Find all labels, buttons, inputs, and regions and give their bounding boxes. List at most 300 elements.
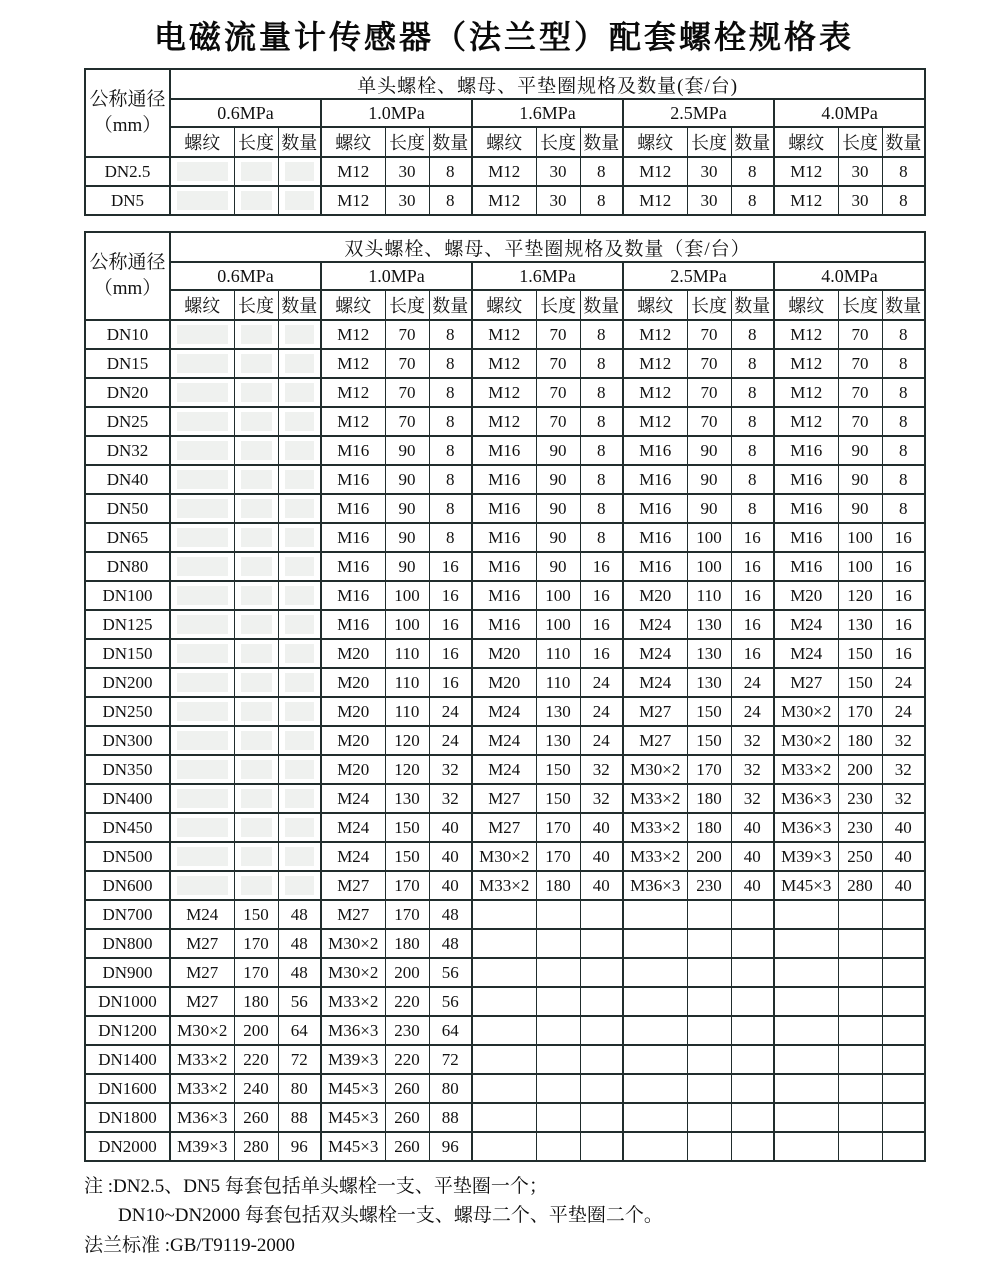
spec-cell: M12: [321, 349, 385, 378]
spec-cell: M27: [321, 900, 385, 929]
spec-cell: M16: [321, 581, 385, 610]
shaded-empty-cell: [278, 842, 321, 871]
spec-cell: 30: [838, 186, 882, 215]
shade-block: [177, 191, 228, 210]
spec-cell: M45×3: [321, 1132, 385, 1161]
spec-cell: M12: [774, 349, 838, 378]
spec-cell: 16: [429, 668, 472, 697]
dn-header-unit: （mm）: [93, 278, 162, 299]
spec-cell: 90: [536, 494, 580, 523]
spec-cell: 16: [882, 552, 925, 581]
shade-block: [285, 876, 315, 895]
spec-cell: 16: [429, 610, 472, 639]
spec-cell: M27: [170, 929, 234, 958]
dn-cell: DN600: [85, 871, 170, 900]
spec-cell: 8: [429, 186, 472, 215]
spec-cell: 30: [536, 186, 580, 215]
spec-cell: [731, 1103, 774, 1132]
spec-cell: 130: [687, 610, 731, 639]
spec-cell: 150: [687, 697, 731, 726]
spec-cell: [536, 900, 580, 929]
table-row: [85, 581, 925, 610]
spec-cell: M30×2: [774, 726, 838, 755]
spec-cell: 8: [882, 157, 925, 186]
spec-cell: 220: [385, 987, 429, 1016]
spec-cell: [838, 1074, 882, 1103]
spec-cell: 8: [580, 465, 623, 494]
spec-cell: 88: [278, 1103, 321, 1132]
spec-cell: 180: [385, 929, 429, 958]
spec-cell: 8: [429, 465, 472, 494]
spec-cell: M12: [774, 186, 838, 215]
shaded-empty-cell: [234, 755, 278, 784]
shaded-empty-cell: [170, 552, 234, 581]
spec-cell: [472, 900, 536, 929]
shade-block: [241, 731, 272, 750]
dn-cell: DN40: [85, 465, 170, 494]
spec-cell: 8: [882, 378, 925, 407]
spec-cell: 30: [385, 186, 429, 215]
shaded-empty-cell: [234, 157, 278, 186]
spec-cell: [882, 900, 925, 929]
spec-cell: 56: [278, 987, 321, 1016]
shade-block: [285, 470, 315, 489]
spec-cell: 90: [838, 465, 882, 494]
spec-cell: 90: [385, 436, 429, 465]
spec-cell: 30: [687, 157, 731, 186]
shaded-empty-cell: [170, 610, 234, 639]
spec-cell: M20: [321, 726, 385, 755]
spec-cell: M12: [774, 407, 838, 436]
spec-cell: 16: [429, 581, 472, 610]
sub-header: 螺纹: [623, 290, 687, 320]
shade-block: [285, 383, 315, 402]
spec-cell: M16: [472, 610, 536, 639]
shaded-empty-cell: [234, 523, 278, 552]
sub-header: 长度: [838, 290, 882, 320]
shaded-empty-cell: [234, 726, 278, 755]
spec-cell: 16: [580, 581, 623, 610]
table-row: [85, 929, 925, 958]
shade-block: [285, 702, 315, 721]
pressure-header: 4.0MPa: [774, 262, 925, 290]
spec-cell: M12: [623, 378, 687, 407]
spec-cell: [774, 929, 838, 958]
spec-cell: [731, 958, 774, 987]
table-row: [85, 755, 925, 784]
shaded-empty-cell: [170, 465, 234, 494]
sub-header: 数量: [429, 290, 472, 320]
shaded-empty-cell: [170, 668, 234, 697]
shaded-empty-cell: [278, 610, 321, 639]
spec-cell: [536, 929, 580, 958]
spec-cell: 90: [385, 523, 429, 552]
spec-cell: 260: [234, 1103, 278, 1132]
spec-cell: M33×2: [623, 784, 687, 813]
spec-cell: 70: [838, 349, 882, 378]
spec-cell: M27: [170, 987, 234, 1016]
spec-cell: 110: [536, 639, 580, 668]
spec-cell: M20: [472, 668, 536, 697]
spec-cell: 8: [882, 407, 925, 436]
spec-cell: M45×3: [774, 871, 838, 900]
table-row: [85, 186, 925, 215]
spec-cell: [882, 1016, 925, 1045]
shaded-empty-cell: [170, 726, 234, 755]
dn-cell: DN1600: [85, 1074, 170, 1103]
spec-cell: M27: [623, 726, 687, 755]
spec-cell: 48: [278, 929, 321, 958]
spec-cell: [580, 987, 623, 1016]
table-row: [85, 349, 925, 378]
spec-cell: 250: [838, 842, 882, 871]
spec-cell: 64: [278, 1016, 321, 1045]
spec-cell: 230: [385, 1016, 429, 1045]
spec-cell: 80: [429, 1074, 472, 1103]
spec-cell: 24: [580, 697, 623, 726]
spec-cell: 220: [234, 1045, 278, 1074]
spec-cell: 100: [536, 581, 580, 610]
shaded-empty-cell: [170, 581, 234, 610]
shaded-empty-cell: [278, 639, 321, 668]
sub-header: 长度: [536, 290, 580, 320]
shaded-empty-cell: [170, 784, 234, 813]
spec-cell: M36×3: [774, 784, 838, 813]
spec-cell: 56: [429, 958, 472, 987]
shaded-empty-cell: [170, 407, 234, 436]
spec-cell: 32: [580, 755, 623, 784]
spec-cell: [536, 1016, 580, 1045]
spec-cell: 110: [385, 697, 429, 726]
spec-cell: 120: [385, 726, 429, 755]
shaded-empty-cell: [278, 349, 321, 378]
spec-cell: 40: [580, 871, 623, 900]
dn-column-header: [85, 69, 170, 157]
shaded-empty-cell: [278, 726, 321, 755]
spec-cell: 8: [882, 465, 925, 494]
shaded-empty-cell: [170, 755, 234, 784]
sub-header: 数量: [731, 290, 774, 320]
spec-cell: [580, 958, 623, 987]
shade-block: [285, 354, 315, 373]
dn-header-text: 公称通径: [89, 89, 166, 111]
spec-cell: 24: [731, 668, 774, 697]
dn-cell: DN500: [85, 842, 170, 871]
shade-block: [241, 702, 272, 721]
spec-cell: [580, 1103, 623, 1132]
sub-header: 螺纹: [774, 290, 838, 320]
shaded-empty-cell: [170, 349, 234, 378]
spec-cell: 100: [687, 552, 731, 581]
spec-cell: 180: [234, 987, 278, 1016]
sub-header: 螺纹: [170, 290, 234, 320]
shade-block: [177, 876, 228, 895]
spec-cell: 260: [385, 1132, 429, 1161]
spec-cell: [580, 1016, 623, 1045]
table-row: [85, 1016, 925, 1045]
shade-block: [241, 760, 272, 779]
spec-cell: M16: [321, 610, 385, 639]
spec-cell: 100: [838, 523, 882, 552]
table-row: [85, 668, 925, 697]
spec-cell: 70: [385, 349, 429, 378]
spec-cell: 70: [838, 378, 882, 407]
shaded-empty-cell: [278, 552, 321, 581]
shade-block: [241, 499, 272, 518]
spec-cell: 230: [838, 813, 882, 842]
spec-cell: M20: [623, 581, 687, 610]
shade-block: [285, 586, 315, 605]
spec-cell: 70: [536, 378, 580, 407]
pressure-header: 1.6MPa: [472, 99, 623, 127]
spec-cell: 16: [731, 639, 774, 668]
table-row: [85, 900, 925, 929]
spec-cell: 24: [882, 668, 925, 697]
spec-cell: M12: [321, 320, 385, 349]
shade-block: [241, 818, 272, 837]
spec-cell: M24: [623, 639, 687, 668]
spec-cell: 90: [536, 552, 580, 581]
spec-cell: 32: [429, 784, 472, 813]
sub-header: 数量: [731, 127, 774, 157]
spec-cell: 8: [429, 378, 472, 407]
spec-cell: 90: [385, 552, 429, 581]
spec-cell: M12: [472, 407, 536, 436]
spec-cell: 16: [429, 552, 472, 581]
shaded-empty-cell: [170, 523, 234, 552]
table-row: [85, 697, 925, 726]
spec-cell: 32: [429, 755, 472, 784]
spec-cell: 110: [687, 581, 731, 610]
spec-cell: M20: [321, 755, 385, 784]
spec-cell: 40: [882, 871, 925, 900]
shade-block: [241, 615, 272, 634]
shade-block: [177, 383, 228, 402]
spec-cell: 130: [687, 639, 731, 668]
footnotes: [84, 1172, 1000, 1260]
shaded-empty-cell: [170, 186, 234, 215]
spec-cell: M27: [472, 813, 536, 842]
spec-cell: M16: [321, 494, 385, 523]
shaded-empty-cell: [234, 494, 278, 523]
sub-header: 数量: [882, 127, 925, 157]
dn-cell: DN300: [85, 726, 170, 755]
shade-block: [241, 412, 272, 431]
spec-cell: M39×3: [321, 1045, 385, 1074]
spec-cell: 8: [882, 186, 925, 215]
spec-cell: 32: [731, 755, 774, 784]
shade-block: [285, 557, 315, 576]
spec-cell: [623, 1132, 687, 1161]
spec-cell: M27: [472, 784, 536, 813]
spec-cell: 130: [385, 784, 429, 813]
spec-cell: [731, 987, 774, 1016]
spec-cell: 32: [580, 784, 623, 813]
shade-block: [177, 644, 228, 663]
spec-cell: M33×2: [774, 755, 838, 784]
spec-cell: 72: [278, 1045, 321, 1074]
dn-column-header: [85, 232, 170, 320]
spec-cell: M24: [170, 900, 234, 929]
spec-cell: M16: [472, 436, 536, 465]
spec-cell: 32: [731, 726, 774, 755]
spec-cell: 16: [731, 610, 774, 639]
shade-block: [285, 789, 315, 808]
dn-cell: DN900: [85, 958, 170, 987]
spec-cell: M16: [472, 494, 536, 523]
spec-cell: [472, 958, 536, 987]
pressure-header: 0.6MPa: [170, 262, 321, 290]
spec-cell: [687, 987, 731, 1016]
shade-block: [177, 847, 228, 866]
shaded-empty-cell: [278, 320, 321, 349]
spec-cell: 200: [687, 842, 731, 871]
spec-cell: M12: [472, 186, 536, 215]
spec-cell: 170: [687, 755, 731, 784]
spec-cell: M16: [623, 523, 687, 552]
spec-cell: M30×2: [321, 958, 385, 987]
spec-cell: 170: [536, 813, 580, 842]
spec-cell: [472, 1045, 536, 1074]
spec-cell: 150: [536, 755, 580, 784]
spec-cell: [536, 1103, 580, 1132]
shaded-empty-cell: [234, 639, 278, 668]
shade-block: [177, 760, 228, 779]
spec-cell: [536, 1045, 580, 1074]
spec-cell: [731, 929, 774, 958]
spec-cell: 90: [838, 494, 882, 523]
spec-cell: 8: [731, 378, 774, 407]
spec-cell: [580, 1045, 623, 1074]
spec-cell: [838, 958, 882, 987]
spec-cell: 30: [687, 186, 731, 215]
shaded-empty-cell: [234, 581, 278, 610]
spec-cell: M30×2: [623, 755, 687, 784]
spec-cell: M27: [170, 958, 234, 987]
shade-block: [241, 789, 272, 808]
shade-block: [241, 557, 272, 576]
shade-block: [285, 760, 315, 779]
spec-cell: 8: [731, 186, 774, 215]
shaded-empty-cell: [170, 157, 234, 186]
spec-cell: [774, 1074, 838, 1103]
spec-cell: [838, 987, 882, 1016]
shade-block: [285, 412, 315, 431]
shade-block: [241, 191, 272, 210]
spec-cell: [774, 900, 838, 929]
spec-cell: 70: [385, 378, 429, 407]
spec-cell: M20: [321, 668, 385, 697]
spec-cell: 40: [882, 813, 925, 842]
spec-cell: [580, 929, 623, 958]
spec-cell: 80: [278, 1074, 321, 1103]
spec-cell: M20: [774, 581, 838, 610]
spec-cell: 150: [234, 900, 278, 929]
spec-cell: M20: [321, 697, 385, 726]
spec-cell: [580, 900, 623, 929]
table-row: [85, 784, 925, 813]
dn-cell: DN1800: [85, 1103, 170, 1132]
spec-cell: 90: [536, 523, 580, 552]
spec-cell: [623, 958, 687, 987]
shade-block: [241, 528, 272, 547]
spec-cell: [623, 1103, 687, 1132]
shaded-empty-cell: [234, 407, 278, 436]
spec-cell: [774, 1045, 838, 1074]
tables-container: [84, 68, 924, 1162]
shade-block: [177, 673, 228, 692]
shade-block: [177, 789, 228, 808]
spec-cell: [687, 1074, 731, 1103]
table-row: [85, 958, 925, 987]
spec-cell: 70: [385, 407, 429, 436]
spec-cell: M16: [774, 436, 838, 465]
spec-cell: M36×3: [623, 871, 687, 900]
spec-cell: [838, 1103, 882, 1132]
spec-cell: M24: [321, 842, 385, 871]
pressure-header: 1.0MPa: [321, 99, 472, 127]
spec-cell: 70: [687, 320, 731, 349]
spec-cell: M24: [472, 726, 536, 755]
dn-cell: DN125: [85, 610, 170, 639]
shaded-empty-cell: [234, 871, 278, 900]
table-row: [85, 552, 925, 581]
spec-cell: 90: [385, 465, 429, 494]
spec-cell: [774, 958, 838, 987]
spec-cell: 170: [385, 871, 429, 900]
spec-cell: M16: [321, 523, 385, 552]
spec-cell: [731, 1074, 774, 1103]
shade-block: [241, 325, 272, 344]
spec-cell: 48: [429, 929, 472, 958]
spec-cell: 8: [882, 436, 925, 465]
sub-header: 螺纹: [774, 127, 838, 157]
dn-cell: DN400: [85, 784, 170, 813]
spec-cell: 150: [385, 813, 429, 842]
dn-cell: DN1400: [85, 1045, 170, 1074]
spec-cell: 24: [429, 726, 472, 755]
spec-cell: [580, 1132, 623, 1161]
dn-cell: DN50: [85, 494, 170, 523]
spec-cell: 90: [385, 494, 429, 523]
table-row: [85, 1074, 925, 1103]
spec-cell: M33×2: [321, 987, 385, 1016]
shade-block: [241, 876, 272, 895]
group-title: 单头螺栓、螺母、平垫圈规格及数量(套/台): [170, 69, 925, 99]
shade-block: [285, 499, 315, 518]
shade-block: [177, 557, 228, 576]
spec-cell: 260: [385, 1074, 429, 1103]
spec-cell: 16: [731, 552, 774, 581]
spec-cell: 16: [882, 581, 925, 610]
spec-cell: 48: [429, 900, 472, 929]
spec-cell: 8: [580, 320, 623, 349]
table-row: [85, 871, 925, 900]
table-row: [85, 1132, 925, 1161]
spec-cell: 8: [580, 349, 623, 378]
spec-cell: M16: [774, 494, 838, 523]
spec-cell: M33×2: [170, 1045, 234, 1074]
table-row: [85, 320, 925, 349]
shade-block: [241, 470, 272, 489]
shaded-empty-cell: [278, 813, 321, 842]
spec-cell: M24: [774, 639, 838, 668]
spec-cell: M24: [321, 784, 385, 813]
shaded-empty-cell: [234, 552, 278, 581]
spec-cell: 180: [687, 784, 731, 813]
spec-cell: [882, 1045, 925, 1074]
spec-cell: M12: [623, 349, 687, 378]
